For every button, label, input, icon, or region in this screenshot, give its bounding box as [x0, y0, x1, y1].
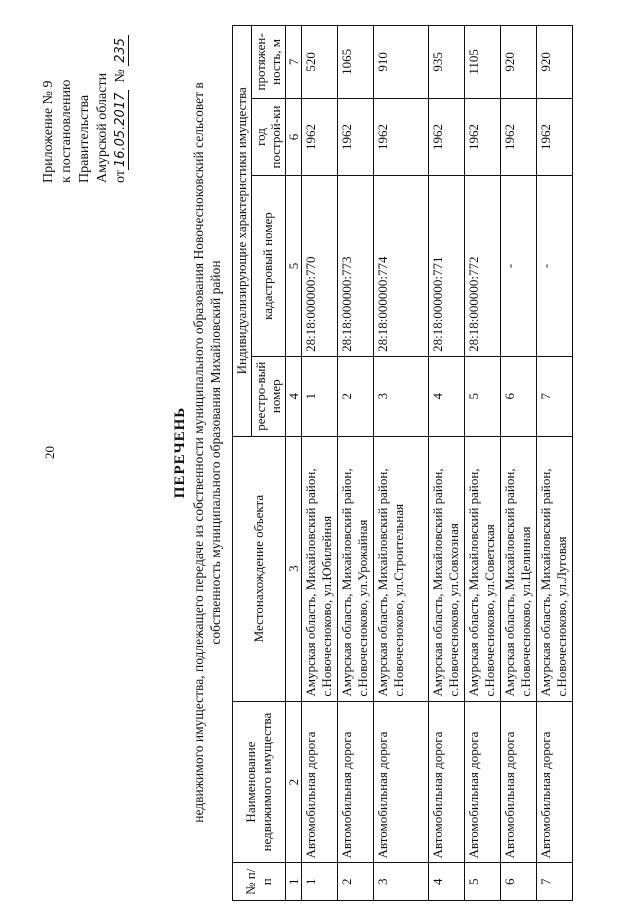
- table-row: [302, 26, 338, 901]
- column-number: 7: [285, 26, 302, 99]
- cell-year: 1962: [429, 98, 465, 175]
- cell-reg: 7: [537, 356, 573, 436]
- cell-length: 910: [374, 26, 429, 99]
- cell-cadastral: 28:18:000000:773: [338, 176, 374, 357]
- cell-num: 7: [537, 863, 573, 901]
- cell-cadastral: 28:18:000000:771: [429, 176, 465, 357]
- header-num: № п/п: [233, 863, 286, 901]
- header-reg: реестро-вый номер: [251, 356, 285, 436]
- appendix-line-1: Приложение № 9: [41, 80, 56, 183]
- document-subtitle: [190, 20, 224, 885]
- cell-num: 1: [302, 863, 338, 901]
- header-cadastral: кадастровый номер: [251, 176, 285, 357]
- cell-year: 1962: [501, 98, 537, 175]
- cell-cadastral: 28:18:000000:770: [302, 176, 338, 357]
- cell-cadastral: -: [501, 176, 537, 357]
- cell-year: 1962: [537, 98, 573, 175]
- cell-num: 6: [501, 863, 537, 901]
- cell-year: 1962: [338, 98, 374, 175]
- column-number: 6: [285, 98, 302, 175]
- cell-reg: 4: [429, 356, 465, 436]
- header-location: Местонахождение объекта: [233, 436, 286, 701]
- table-row: [465, 26, 501, 901]
- page-number: 20: [42, 446, 57, 459]
- cell-num: 5: [465, 863, 501, 901]
- column-number: 2: [285, 701, 302, 863]
- table-row: [501, 26, 537, 901]
- cell-year: 1962: [374, 98, 429, 175]
- cell-name: Автомобильная дорога: [302, 701, 338, 863]
- appendix-date-line: [112, 3, 130, 183]
- cell-location: Амурская область, Михайловский район, с.Новочесноково, ул.Урожайная: [338, 436, 374, 701]
- appendix-block: [40, 3, 130, 183]
- cell-cadastral: 28:18:000000:774: [374, 176, 429, 357]
- number-prefix: №: [113, 69, 128, 83]
- cell-reg: 1: [302, 356, 338, 436]
- cell-location: Амурская область, Михайловский район, с.Новочесноково, ул.Советская: [465, 436, 501, 701]
- cell-name: Автомобильная дорога: [537, 701, 573, 863]
- cell-reg: 6: [501, 356, 537, 436]
- column-number: 3: [285, 436, 302, 701]
- subtitle-line-1: недвижимого имущества, подлежащего передаче из собственности муниципального образования Новочесноковский сельсовет в: [191, 82, 206, 823]
- appendix-line-3: Амурской области: [95, 72, 110, 183]
- cell-cadastral: -: [537, 176, 573, 357]
- cell-location: Амурская область, Михайловский район, с.Новочесноково, ул.Строительная: [374, 436, 429, 701]
- cell-location: Амурская область, Михайловский район, с.Новочесноково, ул.Юбилейная: [302, 436, 338, 701]
- document-title: ПЕРЕЧЕНЬ: [172, 406, 188, 499]
- cell-location: Амурская область, Михайловский район, с.Новочесноково, ул.Совхозная: [429, 436, 465, 701]
- cell-name: Автомобильная дорога: [501, 701, 537, 863]
- header-year: год построй-ки: [251, 98, 285, 175]
- header-length: протяжен-ность, м: [251, 26, 285, 99]
- column-number: 4: [285, 356, 302, 436]
- cell-length: 920: [537, 26, 573, 99]
- table-row: [429, 26, 465, 901]
- header-group: Индивидуализирующие характеристики имущества: [233, 26, 252, 437]
- cell-length: 1065: [338, 26, 374, 99]
- property-table: [232, 25, 573, 901]
- cell-year: 1962: [302, 98, 338, 175]
- cell-length: 920: [501, 26, 537, 99]
- column-number-row: [285, 26, 302, 901]
- cell-reg: 2: [338, 356, 374, 436]
- table-row: [537, 26, 573, 901]
- appendix-line-2: к постановлению Правительства: [59, 79, 92, 183]
- handwritten-date: 16.05.2017: [113, 90, 129, 170]
- header-name: Наименование недвижимого имущества: [233, 701, 286, 863]
- cell-year: 1962: [465, 98, 501, 175]
- subtitle-line-2: собственность муниципального образования Михайловский район: [208, 260, 223, 645]
- date-prefix: от: [113, 170, 128, 183]
- column-number: 5: [285, 176, 302, 357]
- cell-reg: 5: [465, 356, 501, 436]
- cell-name: Автомобильная дорога: [465, 701, 501, 863]
- cell-name: Автомобильная дорога: [429, 701, 465, 863]
- cell-num: 4: [429, 863, 465, 901]
- cell-num: 3: [374, 863, 429, 901]
- cell-reg: 3: [374, 356, 429, 436]
- cell-length: 520: [302, 26, 338, 99]
- table-row: [374, 26, 429, 901]
- cell-num: 2: [338, 863, 374, 901]
- column-number: 1: [285, 863, 302, 901]
- cell-location: Амурская область, Михайловский район, с.Новочесноково, ул.Луговая: [537, 436, 573, 701]
- table-row: [338, 26, 374, 901]
- cell-name: Автомобильная дорога: [374, 701, 429, 863]
- cell-length: 1105: [465, 26, 501, 99]
- cell-length: 935: [429, 26, 465, 99]
- cell-location: Амурская область, Михайловский район, с.Новочесноково, ул.Целинная: [501, 436, 537, 701]
- cell-cadastral: 28:18:000000:772: [465, 176, 501, 357]
- handwritten-number: 235: [113, 35, 129, 66]
- cell-name: Автомобильная дорога: [338, 701, 374, 863]
